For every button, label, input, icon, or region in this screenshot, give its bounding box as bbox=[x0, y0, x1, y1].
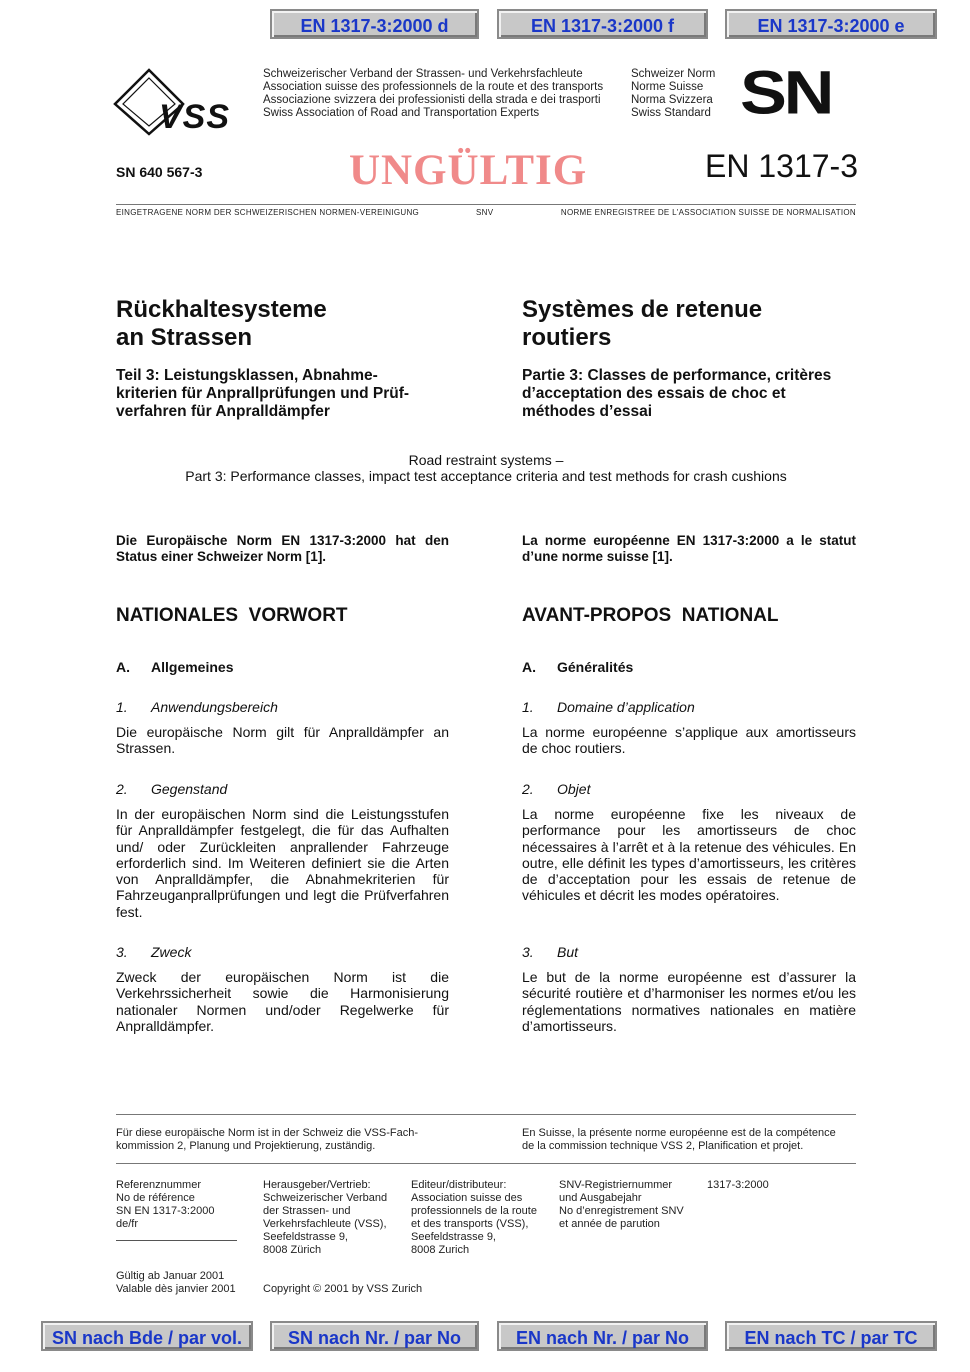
header-rule bbox=[116, 204, 856, 205]
registered-fr: NORME ENREGISTREE DE L'ASSOCIATION SUISSE DE NORMALISATION bbox=[560, 208, 856, 217]
subtitle-de: Teil 3: Leistungsklassen, Abnahme- kriterien für Anprallprüfungen und Prüf- verfahren für Anpralldämpfer bbox=[116, 367, 410, 420]
competence-fr: En Suisse, la présente norme européenne est de la compétence de la commission technique VSS 2, Planification et projet. bbox=[522, 1127, 836, 1152]
nav-en-1317-3-e-button[interactable]: EN 1317-3:2000 e bbox=[725, 9, 937, 39]
nav-en-by-tc-button[interactable]: EN nach TC / par TC bbox=[725, 1321, 937, 1351]
item-2-text-fr: La norme européenne fixe les niveaux de performance pour les amortisseurs de choc nécessaires à l’arrêt et à la retenue des véhicules. En outre, elle définit les types d’amortisseurs, les critères de d’acceptation pour les essais de retenue de véhicules et décrit les modes opératoires. bbox=[522, 806, 856, 904]
item-3-text-fr: Le but de la norme européenne est d’assurer la sécurité routière et d’harmoniser les normes et/ou les réglementations normatives nationales en matière d’amortisseurs. bbox=[522, 969, 856, 1034]
item-1-title-fr: 1. Domaine d’application bbox=[522, 699, 695, 715]
section-a-de: A. Allgemeines bbox=[116, 659, 234, 675]
foreword-heading-de: NATIONALES VORWORT bbox=[116, 605, 348, 626]
footer-rule-mid bbox=[116, 1163, 856, 1164]
svg-text:VSS: VSS bbox=[159, 98, 231, 136]
item-2-text-de: In der europäischen Norm sind die Leistungsstufen für Anpralldämpfer festgelegt, die für das Aufhalten und/ oder Zurückleiten anprallender Fahrzeuge erforderlich sind. Im Weiteren definiert sie die Arten von Anpralldämpfer, die Abnahmekriterien für Fahrzeuganprallprüfungen und legt die Prüfverfahren fest. bbox=[116, 806, 449, 920]
nav-en-by-number-button[interactable]: EN nach Nr. / par No bbox=[497, 1321, 708, 1351]
item-1-text-fr: La norme européenne s’applique aux amortisseurs de choc routiers. bbox=[522, 724, 856, 757]
sn-logo bbox=[740, 66, 858, 122]
sn-number: SN 640 567-3 bbox=[116, 164, 203, 180]
status-fr: La norme européenne EN 1317-3:2000 a le statut d’une norme suisse [1]. bbox=[522, 533, 856, 565]
validity: Gültig ab Januar 2001 Valable dès janvier 2001 bbox=[116, 1270, 236, 1295]
norm-type: Schweizer Norm Norme Suisse Norma Svizzera Swiss Standard bbox=[631, 68, 716, 119]
snv-registration: SNV-Registriernummer und Ausgabejahr No d’enregistrement SNV et année de parution bbox=[559, 1179, 684, 1230]
item-1-text-de: Die europäische Norm gilt für Anpralldämpfer an Strassen. bbox=[116, 724, 449, 757]
item-3-title-fr: 3. But bbox=[522, 944, 579, 960]
subtitle-fr: Partie 3: Classes de performance, critères d’acceptation des essais de choc et méthodes d’essai bbox=[522, 367, 832, 420]
item-2-title-fr: 2. Objet bbox=[522, 781, 591, 797]
nav-en-1317-3-f-button[interactable]: EN 1317-3:2000 f bbox=[497, 9, 708, 39]
en-number: EN 1317-3 bbox=[705, 148, 858, 184]
title-de: Rückhaltesysteme an Strassen bbox=[116, 296, 327, 351]
item-2-title-de: 2. Gegenstand bbox=[116, 781, 228, 797]
item-3-title-de: 3. Zweck bbox=[116, 944, 192, 960]
snv-registration-value: 1317-3:2000 bbox=[707, 1179, 769, 1191]
copyright: Copyright © 2001 by VSS Zurich bbox=[263, 1283, 423, 1295]
svg-text:SN: SN bbox=[740, 66, 832, 122]
invalid-stamp: UNGÜLTIG bbox=[349, 147, 588, 194]
section-a-fr: A. Généralités bbox=[522, 659, 634, 675]
title-en: Road restraint systems – Part 3: Performance classes, impact test acceptance criteria and test methods for crash cushions bbox=[185, 452, 787, 484]
reference-number: Referenznummer No de référence SN EN 1317-3:2000 de/fr bbox=[116, 1179, 215, 1230]
snv-label: SNV bbox=[476, 208, 494, 217]
foreword-heading-fr: AVANT-PROPOS NATIONAL bbox=[522, 605, 779, 626]
registered-de: EINGETRAGENE NORM DER SCHWEIZERISCHEN NORMEN-VEREINIGUNG bbox=[116, 208, 420, 217]
item-1-title-de: 1. Anwendungsbereich bbox=[116, 699, 278, 715]
footer-rule-top bbox=[116, 1114, 856, 1115]
nav-en-1317-3-d-button[interactable]: EN 1317-3:2000 d bbox=[270, 9, 479, 39]
title-fr: Systèmes de retenue routiers bbox=[522, 296, 763, 351]
publisher-de: Herausgeber/Vertrieb: Schweizerischer Verband der Strassen- und Verkehrsfachleute (VSS), Seefeldstrasse 9, 8008 Zürich bbox=[263, 1179, 388, 1256]
publisher-fr: Editeur/distributeur: Association suisse des professionnels de la route et des transports (VSS), Seefeldstrasse 9, 8008 Zurich bbox=[411, 1179, 537, 1256]
ref-underline bbox=[116, 1240, 237, 1241]
nav-sn-by-number-button[interactable]: SN nach Nr. / par No bbox=[270, 1321, 479, 1351]
item-3-text-de: Zweck der europäischen Norm ist die Verkehrssicherheit sowie die Harmonisierung nationaler Normen und/oder Regelwerke für Anpralldämpfer. bbox=[116, 969, 449, 1034]
association-names: Schweizerischer Verband der Strassen- und Verkehrsfachleute Association suisse des professionnels de la route et des transports Associazione svizzera dei professionisti della strada e dei trasporti Swiss Association of Road and Transportation Experts bbox=[263, 68, 604, 119]
competence-de: Für diese europäische Norm ist in der Schweiz die VSS-Fach- kommission 2, Planung und Projektierung, zuständig. bbox=[116, 1127, 419, 1152]
status-de: Die Europäische Norm EN 1317-3:2000 hat den Status einer Schweizer Norm [1]. bbox=[116, 533, 449, 565]
nav-sn-by-volume-button[interactable]: SN nach Bde / par vol. bbox=[41, 1321, 253, 1351]
vss-logo bbox=[113, 68, 261, 138]
